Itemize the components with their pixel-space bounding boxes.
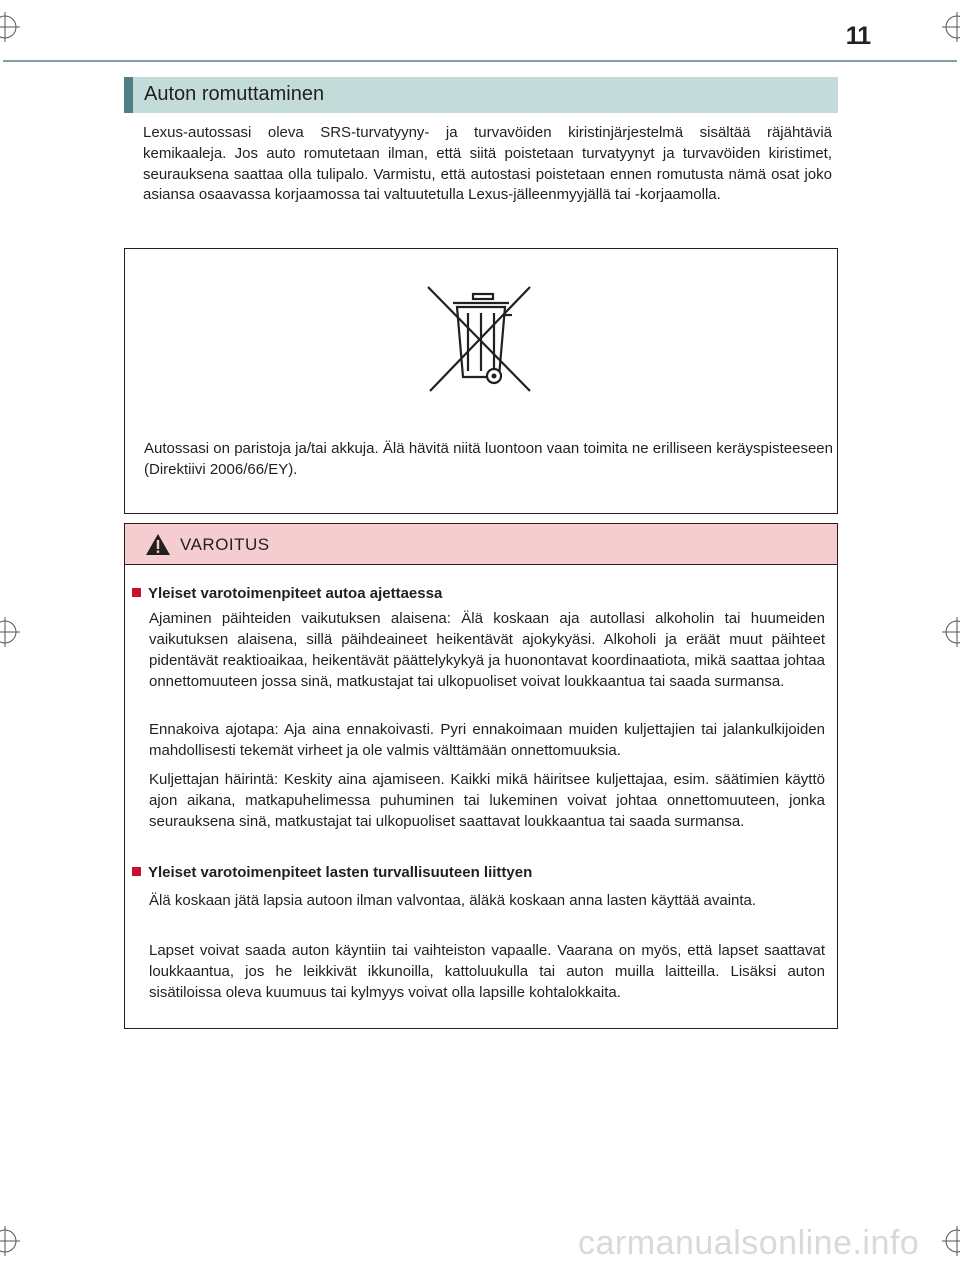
warning-title: VAROITUS: [180, 535, 270, 554]
warning-paragraph: Ajaminen päihteiden vaikutuksen alaisena: Älä koskaan aja autollasi alkoholin tai huumeiden vaikutuksen alaisena, sillä päihdeaineet heikentävät ajokykyäsi. Alkoholi ja eräät muut päihteet pidentävät reaktioaikaa, heikentävät päättelykykyä ja huonontavat koordinaatiota, mikä saattaa johtaa onnettomuuteen jossa sinä, matkustajat tai ulkopuoliset voivat loukkaantua tai saada surmansa.: [149, 610, 825, 690]
header-rule: [3, 60, 957, 62]
warning-paragraph: Lapset voivat saada auton käyntiin tai vaihteiston vapaalle. Vaarana on myös, että lapset saattavat loukkaantua, jos he leikkivät ikkunoilla, kattoluukulla tai auton muilla laitteilla. Lisäksi auton sisätiloissa oleva kuumuus tai kylmyys voivat olla lapsille kohtalokkaita.: [149, 942, 825, 1001]
red-square-bullet-icon: [132, 867, 141, 876]
crossed-out-wheelie-bin-icon: [426, 285, 534, 398]
registration-mark-mid-left: [0, 617, 30, 657]
warning-paragraph: Kuljettajan häirintä: Keskity aina ajamiseen. Kaikki mikä häiritsee kuljettajaa, esim. säätimien käyttö ajon aikana, matkapuhelimessa puhuminen tai lukeminen voivat johtaa onnettomuuteen, jonka seurauksena sinä, matkustajat tai ulkopuoliset saattavat loukkaantua tai saada surmansa.: [149, 771, 825, 830]
registration-mark-top-left: [0, 12, 30, 52]
warning-section-heading: Yleiset varotoimenpiteet lasten turvallisuuteen liittyen: [132, 864, 532, 881]
registration-mark-mid-right: [942, 617, 960, 657]
page-number: 11: [845, 22, 871, 50]
intro-paragraph: Lexus-autossasi oleva SRS-turvatyyny- ja turvavöiden kiristinjärjestelmä sisältää räjähtäviä kemikaaleja. Jos auto romutetaan ilman, että siitä poistetaan turvatyynyt ja turvavöiden kiristimet, seurauksena saattaa olla tulipalo. Varmistu, että autostasi poistetaan ennen romutusta nämä osat joko asiansa osaavassa korjaamossa tai valtuutetulla Lexus-jälleenmyyjällä tai -korjaamolla.: [143, 124, 832, 204]
warning-box: [124, 523, 838, 1029]
registration-mark-bottom-left: [0, 1226, 30, 1266]
warning-triangle-icon: [145, 533, 171, 561]
warning-paragraph: Älä koskaan jätä lapsia autoon ilman valvontaa, äläkä koskaan anna lasten käyttää avainta.: [149, 892, 757, 909]
section-title: Auton romuttaminen: [144, 83, 325, 105]
warning-header: [125, 524, 837, 565]
battery-disposal-notice: [124, 248, 838, 514]
red-square-bullet-icon: [132, 588, 141, 597]
registration-mark-bottom-right: [942, 1226, 960, 1266]
warning-paragraph: Ennakoiva ajotapa: Aja aina ennakoivasti. Pyri ennakoimaan muiden kuljettajien tai jalankulkijoiden mahdollisesti tekemät virheet ja ole valmis välttämään onnettomuuksia.: [149, 721, 825, 759]
section-title-bar: [124, 77, 838, 113]
warning-section-heading: Yleiset varotoimenpiteet autoa ajettaessa: [132, 585, 442, 602]
watermark: carmanualsonline.info: [578, 1224, 920, 1262]
battery-notice-text: Autossasi on paristoja ja/tai akkuja. Älä hävitä niitä luontoon vaan toimita ne erilliseen keräyspisteeseen (Direktiivi 2006/66/EY).: [144, 440, 833, 478]
registration-mark-top-right: [942, 12, 960, 52]
